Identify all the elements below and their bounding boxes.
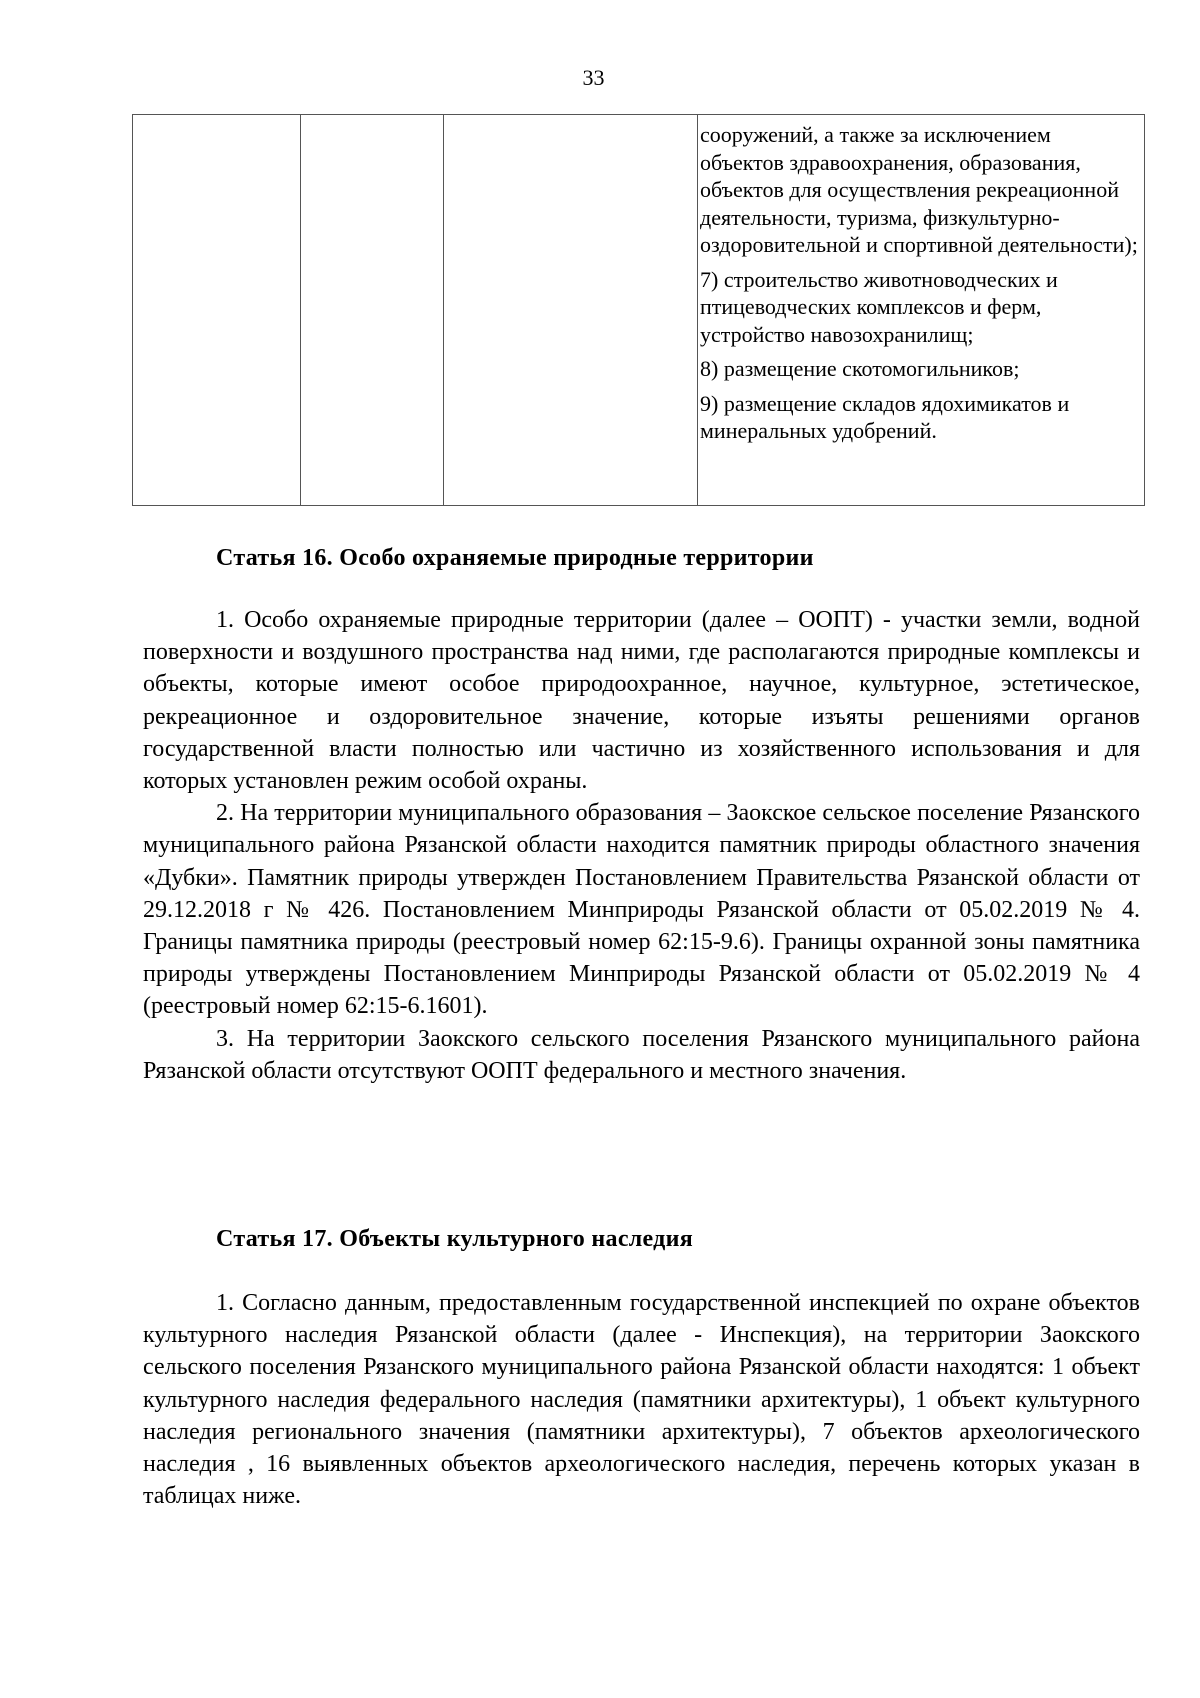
article-17-body xyxy=(143,1287,1140,1512)
list-item: 7) строительство животноводческих и птицеводческих комплексов и ферм, устройство навозохранилищ; xyxy=(700,266,1058,347)
list-item: сооружений, а также за исключением объектов здравоохранения, образования, объектов для осуществления рекреационной деятельности, туризма, физкультурно-оздоровительной и спортивной деятельности); xyxy=(700,122,1138,257)
paragraph: 2. На территории муниципального образования – Заокское сельское поселение Рязанского муниципального района Рязанской области находится памятник природы областного значения «Дубки». Памятник природы утвержден Постановлением Правительства Рязанской области от 29.12.2018 г № 426. Постановлением Минприроды Рязанской области от 05.02.2019 № 4. Границы памятника природы (реестровый номер 62:15-9.6). Границы охранной зоны памятника природы утверждены Постановлением Минприроды Рязанской области от 05.02.2019 № 4 (реестровый номер 62:15-6.1601). xyxy=(143,800,1140,1020)
paragraph: 3. На территории Заокского сельского поселения Рязанского муниципального района Рязанской области отсутствуют ООПТ федерального и местного значения. xyxy=(143,1025,1140,1084)
table-cell-empty-1 xyxy=(133,115,301,506)
list-item: 8) размещение скотомогильников; xyxy=(700,356,1020,381)
paragraph: 1. Особо охраняемые природные территории (далее – ООПТ) - участки земли, водной поверхности и воздушного пространства над ними, где располагаются природные комплексы и объекты, которые имеют особое природоохранное, научное, культурное, эстетическое, рекреационное и оздоровительное значение, которые изъяты решениями органов государственной власти полностью или частично из хозяйственного использования и для которых установлен режим особой охраны. xyxy=(143,607,1140,795)
article-17-heading: Статья 17. Объекты культурного наследия xyxy=(216,1226,694,1252)
table-cell-empty-3 xyxy=(444,115,698,506)
continued-table xyxy=(132,114,1145,506)
table-row xyxy=(133,115,1145,506)
article-16-heading: Статья 16. Особо охраняемые природные территории xyxy=(216,545,814,571)
page-number: 33 xyxy=(582,65,605,90)
list-item: 9) размещение складов ядохимикатов и минеральных удобрений. xyxy=(700,390,1070,443)
paragraph: 1. Согласно данным, предоставленным государственной инспекцией по охране объектов культурного наследия Рязанской области (далее - Инспекция), на территории Заокского сельского поселения Рязанского муниципального района Рязанской области находятся: 1 объект культурного наследия федерального наследия (памятники архитектуры), 1 объект культурного наследия регионального значения (памятники архитектуры), 7 объектов археологического наследия , 16 выявленных объектов археологического наследия, перечень которых указан в таблицах ниже. xyxy=(143,1290,1140,1510)
table-cell-empty-2 xyxy=(301,115,444,506)
table-cell-restrictions xyxy=(698,115,1145,506)
article-16-body xyxy=(143,604,1140,1087)
